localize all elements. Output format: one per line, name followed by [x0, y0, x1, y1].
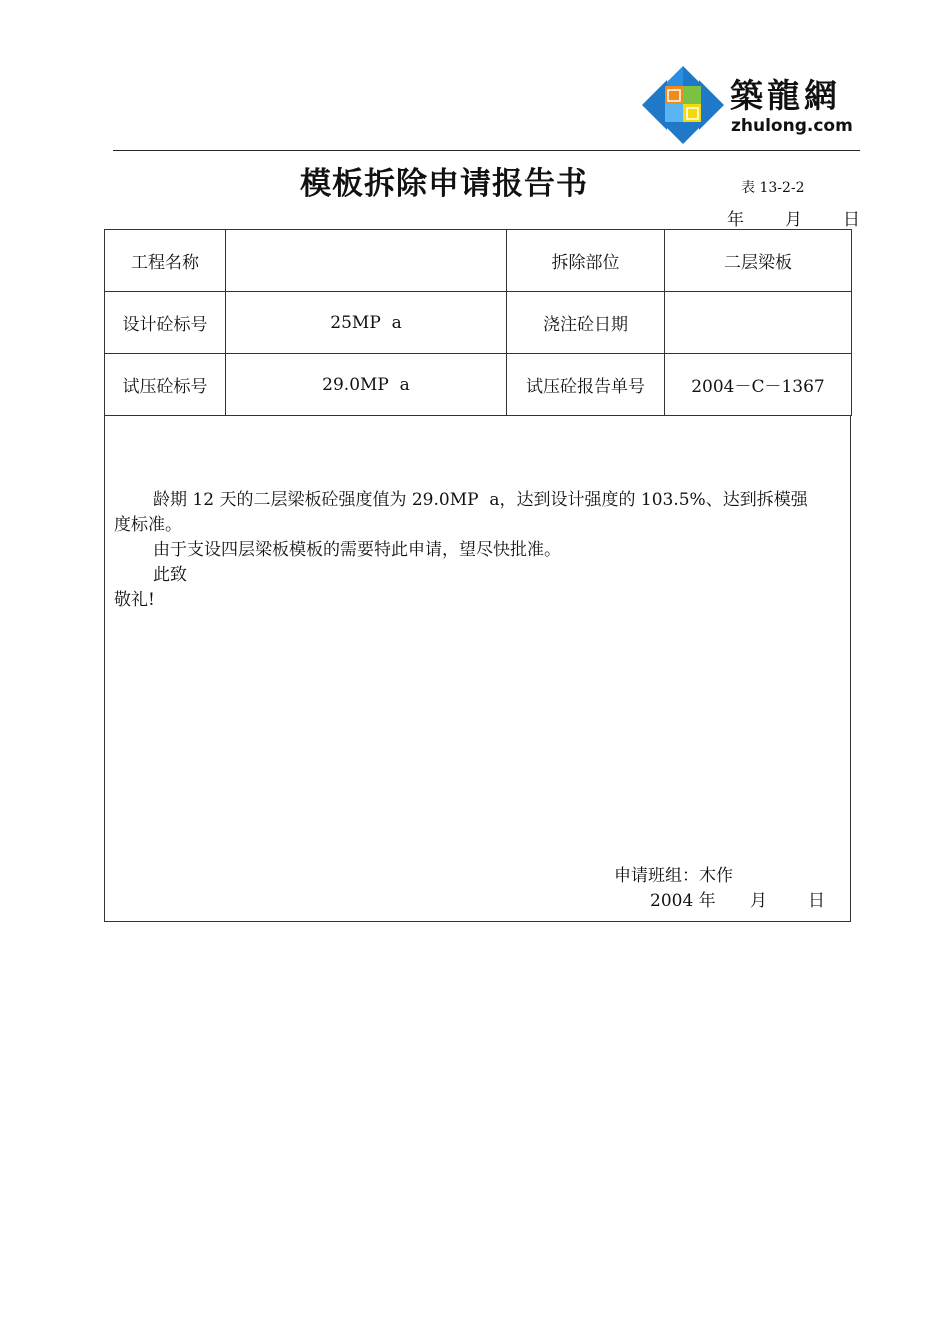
- test-grade-label: 试压砼标号: [105, 354, 226, 416]
- zhulong-logo: [640, 64, 862, 146]
- logo-name-cn: 築龍網: [730, 76, 841, 115]
- table-row: [105, 354, 852, 416]
- date-day-label: 日: [843, 210, 860, 230]
- table-row: [105, 230, 852, 292]
- test-report-no-label: 试压砼报告单号: [507, 354, 665, 416]
- project-name-label: 工程名称: [105, 230, 226, 292]
- design-grade-label: 设计砼标号: [105, 292, 226, 354]
- logo-lightblue-block: [665, 104, 683, 122]
- document-title: 模板拆除申请报告书: [300, 166, 588, 202]
- removal-location-value[interactable]: 二层梁板: [665, 230, 852, 292]
- closing-regards: 敬礼!: [114, 590, 155, 610]
- form-code: 表 13-2-2: [741, 180, 805, 196]
- logo-name-en: zhulong.com: [731, 116, 853, 136]
- date-month-label: 月: [785, 210, 802, 230]
- design-grade-value[interactable]: 25MP a: [226, 292, 507, 354]
- header-divider: [113, 150, 860, 151]
- test-grade-value[interactable]: 29.0MP a: [226, 354, 507, 416]
- logo-blue-bottom: [658, 119, 708, 144]
- sign-day: 日: [808, 891, 825, 911]
- project-name-value[interactable]: [226, 230, 507, 292]
- date-year-label: 年: [727, 210, 744, 230]
- body-paragraph-1: 龄期 12 天的二层梁板砼强度值为 29.0MP a，达到设计强度的 103.5%、达到拆模强: [153, 490, 808, 510]
- sign-month: 月: [750, 891, 767, 911]
- pour-date-label: 浇注砼日期: [507, 292, 665, 354]
- pour-date-value[interactable]: [665, 292, 852, 354]
- body-paragraph-1-cont: 度标准。: [114, 515, 182, 535]
- body-paragraph-2: 由于支设四层梁板模板的需要特此申请，望尽快批准。: [153, 540, 561, 560]
- sign-year: 2004 年: [650, 891, 716, 911]
- applicant-team: 申请班组：木作: [614, 866, 733, 886]
- test-report-no-value[interactable]: 2004－C－1367: [665, 354, 852, 416]
- closing-salutation: 此致: [153, 565, 187, 585]
- table-row: [105, 292, 852, 354]
- zhulong-logo-icon: [640, 64, 726, 146]
- request-body: [104, 415, 851, 922]
- application-form-table: [104, 229, 852, 416]
- logo-green-block: [683, 86, 701, 104]
- removal-location-label: 拆除部位: [507, 230, 665, 292]
